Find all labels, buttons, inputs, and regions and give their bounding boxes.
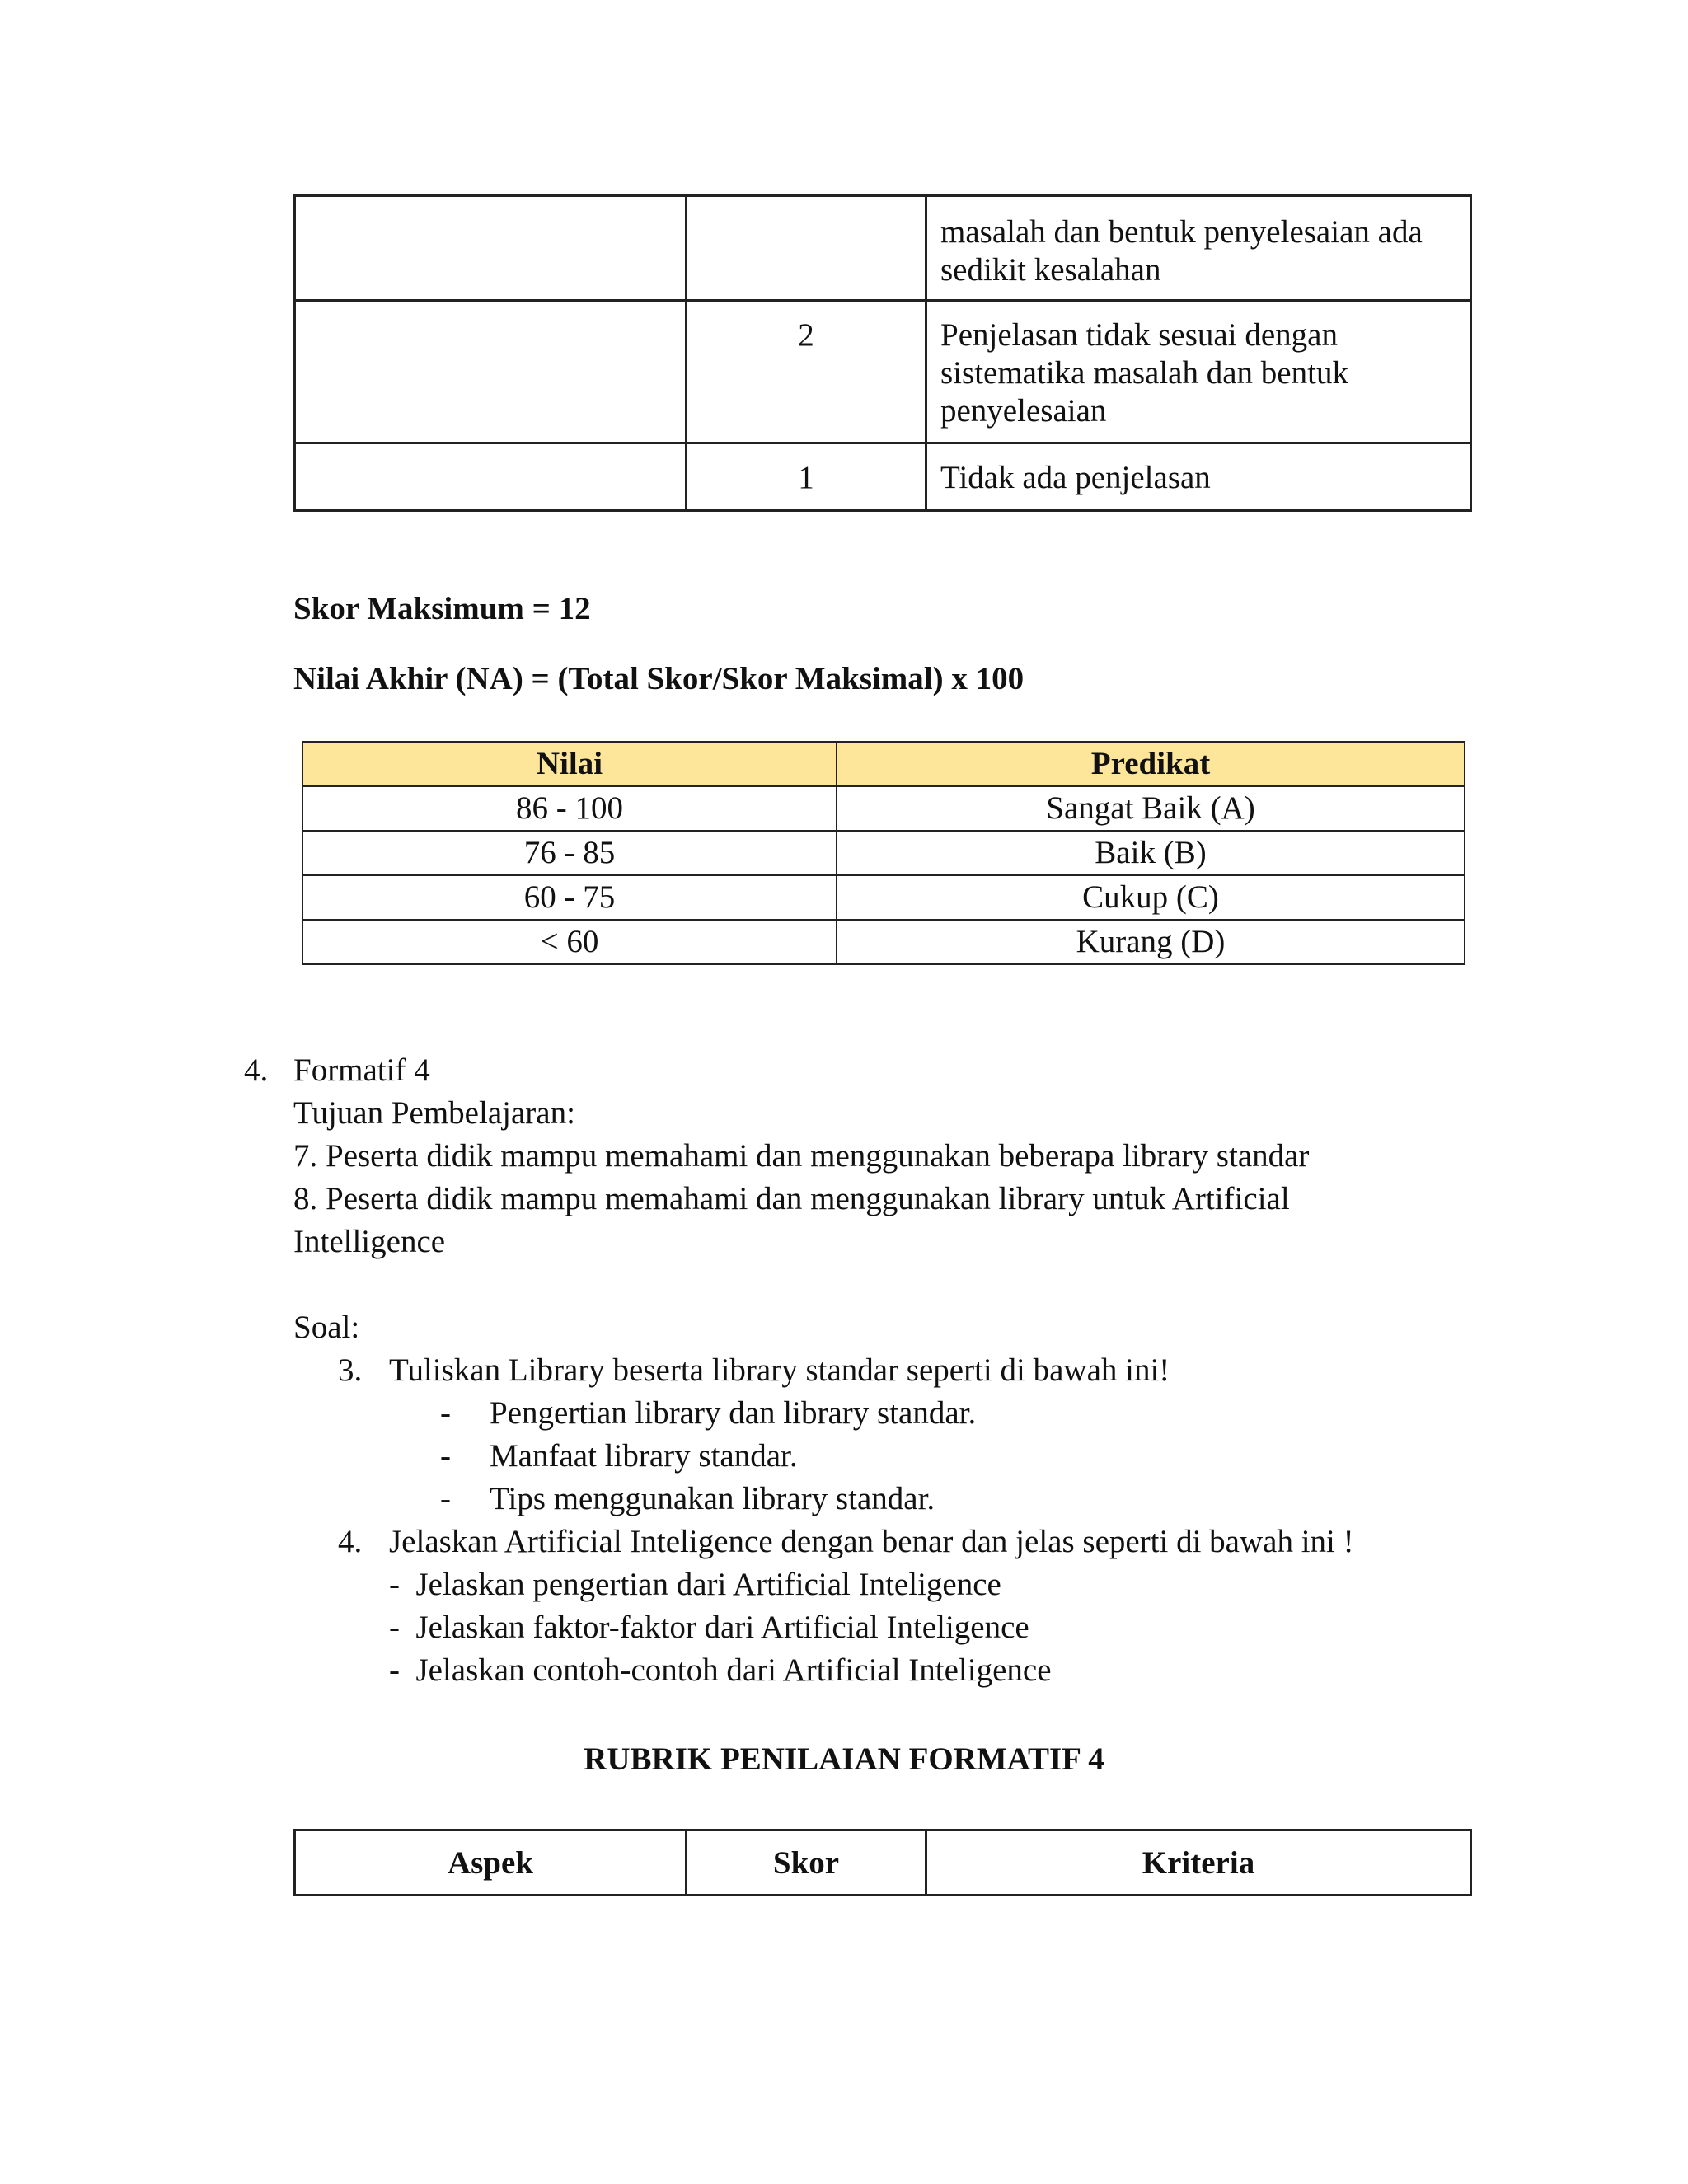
sub-item: Pengertian library dan library standar. bbox=[490, 1395, 977, 1431]
header-aspek: Aspek bbox=[295, 1830, 687, 1896]
nilai-cell: 76 - 85 bbox=[302, 831, 837, 875]
question-text: Tuliskan Library beserta library standar seperti di bawah ini! bbox=[389, 1352, 1170, 1388]
sub-item: - Jelaskan faktor-faktor dari Artificial Inteligence bbox=[389, 1610, 1029, 1645]
kriteria-cell: Penjelasan tidak sesuai dengan sistematika masalah dan bentuk penyelesaian bbox=[926, 301, 1471, 443]
table-row bbox=[302, 786, 1465, 831]
header-predikat: Predikat bbox=[837, 742, 1465, 786]
question-number: 4. bbox=[338, 1524, 363, 1559]
kriteria-cell: masalah dan bentuk penyelesaian ada sedikit kesalahan bbox=[926, 196, 1471, 301]
grade-table bbox=[302, 741, 1465, 965]
nilai-cell: 86 - 100 bbox=[302, 786, 837, 831]
rubrik-table bbox=[293, 1829, 1472, 1896]
nilai-cell: < 60 bbox=[302, 920, 837, 964]
sub-item: - Jelaskan contoh-contoh dari Artificial Inteligence bbox=[389, 1652, 1052, 1688]
rubric-continuation-table bbox=[293, 194, 1472, 512]
skor-cell bbox=[687, 196, 926, 301]
sub-item: Manfaat library standar. bbox=[490, 1438, 798, 1474]
question-text: Jelaskan Artificial Inteligence dengan benar dan jelas seperti di bawah ini ! bbox=[389, 1524, 1354, 1559]
sub-item: - Jelaskan pengertian dari Artificial Inteligence bbox=[389, 1567, 1001, 1602]
soal-label: Soal: bbox=[293, 1310, 360, 1345]
predikat-cell: Cukup (C) bbox=[837, 875, 1465, 920]
tujuan-item: 7. Peserta didik mampu memahami dan menggunakan beberapa library standar bbox=[293, 1138, 1310, 1174]
table-row bbox=[295, 301, 1471, 443]
aspek-cell bbox=[295, 443, 687, 511]
header-nilai: Nilai bbox=[302, 742, 837, 786]
tujuan-item-continued: Intelligence bbox=[293, 1224, 446, 1259]
skor-maksimum: Skor Maksimum = 12 bbox=[293, 591, 591, 626]
dash-bullet: - bbox=[440, 1481, 451, 1516]
question-number: 3. bbox=[338, 1352, 363, 1388]
list-number: 4. bbox=[244, 1052, 269, 1088]
dash-bullet: - bbox=[440, 1395, 451, 1431]
aspek-cell bbox=[295, 196, 687, 301]
table-row bbox=[302, 920, 1465, 964]
header-skor: Skor bbox=[687, 1830, 926, 1896]
table-header-row bbox=[295, 1830, 1471, 1896]
table-row bbox=[302, 875, 1465, 920]
predikat-cell: Sangat Baik (A) bbox=[837, 786, 1465, 831]
skor-cell: 1 bbox=[687, 443, 926, 511]
dash-bullet: - bbox=[440, 1438, 451, 1474]
table-header-row bbox=[302, 742, 1465, 786]
kriteria-cell: Tidak ada penjelasan bbox=[926, 443, 1471, 511]
sub-item: Tips menggunakan library standar. bbox=[490, 1481, 935, 1516]
table-row bbox=[295, 196, 1471, 301]
header-kriteria: Kriteria bbox=[926, 1830, 1471, 1896]
table-row bbox=[295, 443, 1471, 511]
predikat-cell: Baik (B) bbox=[837, 831, 1465, 875]
nilai-cell: 60 - 75 bbox=[302, 875, 837, 920]
tujuan-label: Tujuan Pembelajaran: bbox=[293, 1095, 575, 1131]
skor-cell: 2 bbox=[687, 301, 926, 443]
predikat-cell: Kurang (D) bbox=[837, 920, 1465, 964]
formatif-title: Formatif 4 bbox=[293, 1052, 430, 1088]
table-row bbox=[302, 831, 1465, 875]
aspek-cell bbox=[295, 301, 687, 443]
nilai-akhir-formula: Nilai Akhir (NA) = (Total Skor/Skor Maksimal) x 100 bbox=[293, 661, 1025, 696]
tujuan-item: 8. Peserta didik mampu memahami dan menggunakan library untuk Artificial bbox=[293, 1181, 1290, 1216]
rubrik-title: RUBRIK PENILAIAN FORMATIF 4 bbox=[584, 1741, 1104, 1777]
